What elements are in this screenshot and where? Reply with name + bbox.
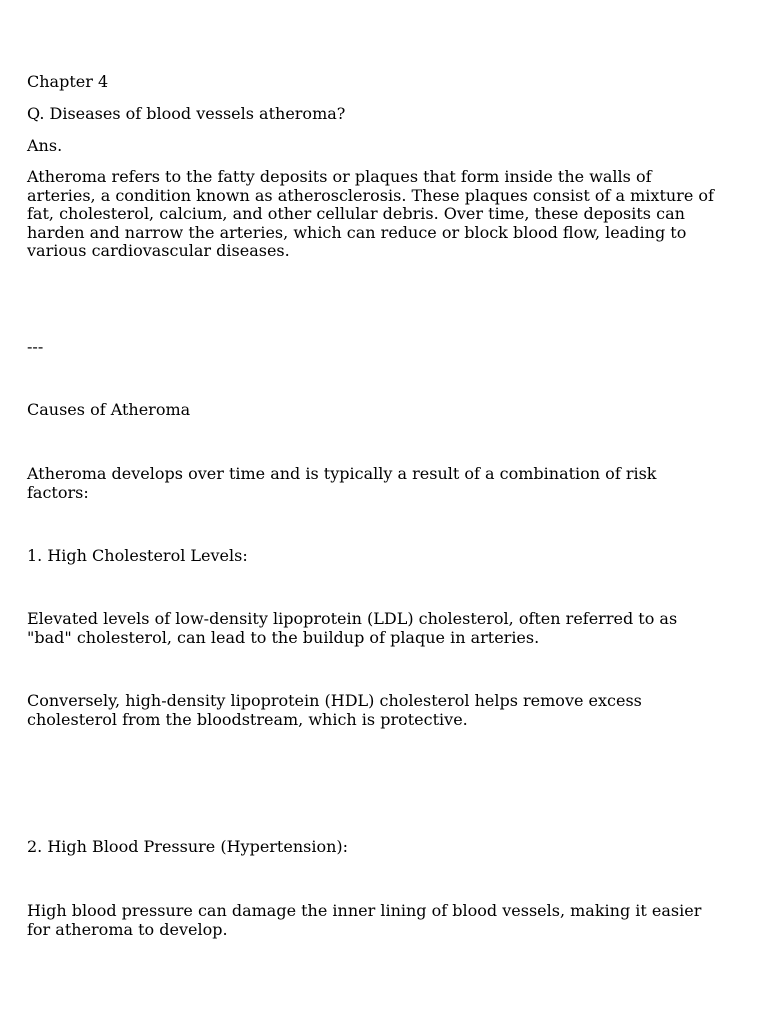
section-separator: --- [27, 337, 44, 356]
causes-heading: Causes of Atheroma [27, 400, 191, 419]
cause-2-paragraph-1: High blood pressure can damage the inner lining of blood vessels, making it easier for atheroma to develop. [27, 901, 702, 939]
cause-2-heading: 2. High Blood Pressure (Hypertension): [27, 837, 349, 856]
chapter-title: Chapter 4 [27, 72, 109, 91]
causes-intro: Atheroma develops over time and is typically a result of a combination of risk factors: [27, 464, 657, 502]
answer-label: Ans. [27, 136, 63, 155]
cause-1-paragraph-1: Elevated levels of low-density lipoprotein (LDL) cholesterol, often referred to as "bad" cholesterol, can lead to the buildup of plaque in arteries. [27, 609, 678, 647]
intro-paragraph: Atheroma refers to the fatty deposits or plaques that form inside the walls of arteries, a condition known as atherosclerosis. These plaques consist of a mixture of fat, cholesterol, calcium, and other cellular debris. Over time, these deposits can harden and narrow the arteries, which can reduce or block blood flow, leading to various cardiovascular diseases. [27, 167, 714, 261]
cause-1-heading: 1. High Cholesterol Levels: [27, 546, 248, 565]
cause-1-paragraph-2: Conversely, high-density lipoprotein (HDL) cholesterol helps remove excess cholesterol from the bloodstream, which is protective. [27, 691, 642, 729]
question-text: Q. Diseases of blood vessels atheroma? [27, 104, 346, 123]
